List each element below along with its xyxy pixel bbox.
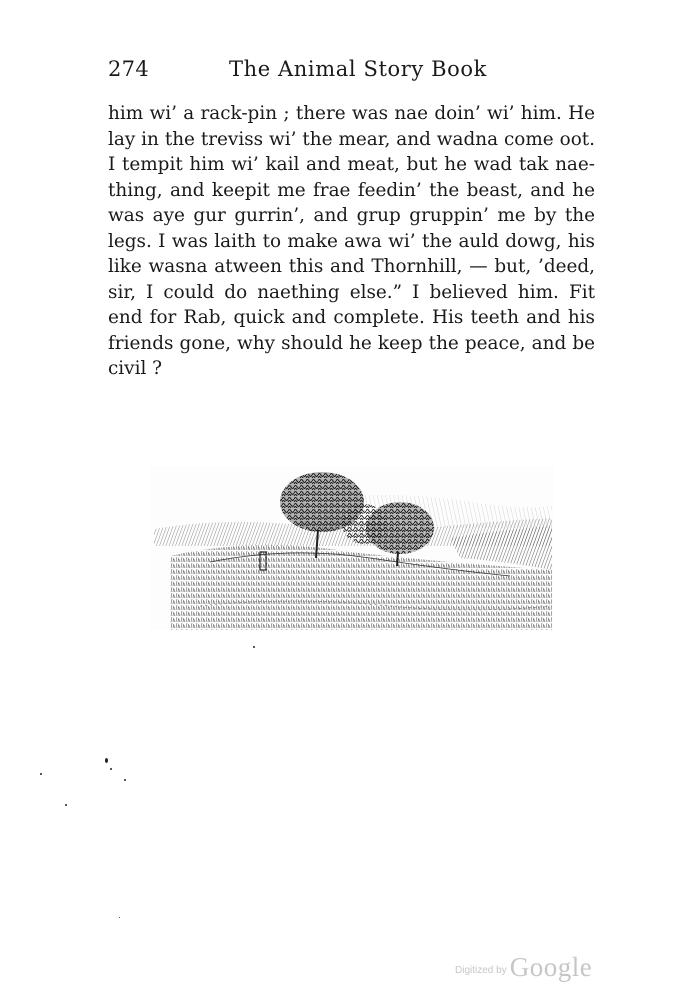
- scan-speck: [110, 768, 112, 770]
- scan-speck: [124, 779, 126, 781]
- scan-speck: [40, 773, 42, 775]
- text-line: civil ?: [108, 358, 163, 379]
- body-text: [108, 101, 595, 382]
- scan-speck: [105, 758, 108, 763]
- text-line: friends gone, why should he keep the peace, and be: [108, 332, 595, 354]
- text-line: lay in the treviss wi’ the mear, and wadna come oot.: [108, 128, 595, 150]
- text-line: sir, I could do naething else.” I believed him. Fit: [108, 281, 595, 303]
- scan-speck: [253, 646, 255, 648]
- text-line: legs. I was laith to make awa wi’ the auld dowg, his: [108, 230, 595, 252]
- scan-speck: [65, 804, 67, 806]
- google-wordmark: Google: [509, 952, 593, 982]
- landscape-engraving: [150, 466, 554, 630]
- page-number: 274: [108, 57, 149, 81]
- text-line: like wasna atween this and Thornhill, — but, ’deed,: [108, 256, 595, 277]
- text-line: end for Rab, quick and complete. His teeth and his: [108, 307, 595, 328]
- running-head: The Animal Story Book: [229, 57, 487, 81]
- digitized-label: Digitized by: [455, 965, 507, 976]
- text-line: I tempit him wi’ kail and meat, but he wad tak nae-: [108, 154, 595, 175]
- scan-speck: [119, 917, 120, 918]
- text-line: was aye gur gurrin’, and grup gruppin’ me by the: [108, 205, 595, 226]
- text-line: thing, and keepit me frae feedin’ the beast, and he: [108, 179, 595, 201]
- text-line: him wi’ a rack-pin ; there was nae doin’ wi’ him. He: [108, 103, 595, 124]
- google-digitized-credit: [455, 952, 592, 983]
